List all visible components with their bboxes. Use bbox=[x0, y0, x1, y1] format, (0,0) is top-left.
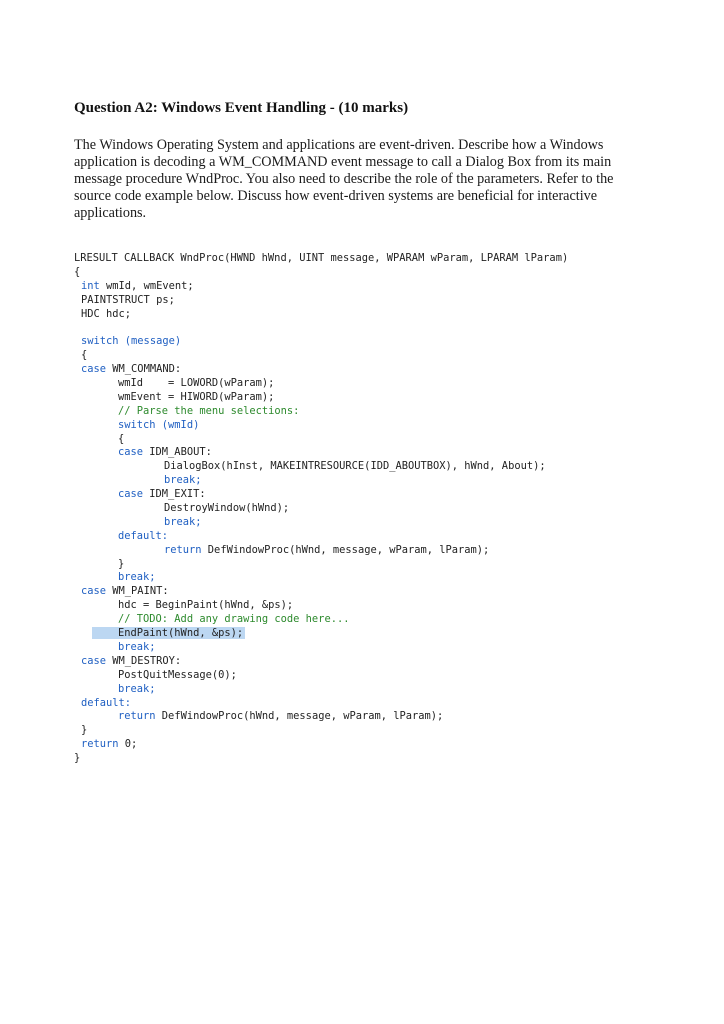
code-text bbox=[81, 280, 194, 292]
code-text: DialogBox(hInst, MAKEINTRESOURCE(IDD_ABOUTBOX), hWnd, About); bbox=[164, 460, 546, 473]
code-text bbox=[81, 738, 137, 750]
code-line bbox=[74, 641, 568, 655]
code-line bbox=[74, 405, 568, 419]
code-text: break; bbox=[118, 682, 156, 695]
code-line bbox=[74, 308, 568, 322]
code-line bbox=[74, 558, 568, 572]
code-text: { bbox=[118, 432, 125, 445]
question-body bbox=[74, 137, 654, 222]
code-keyword: return bbox=[118, 710, 156, 723]
code-text bbox=[118, 488, 206, 500]
code-line bbox=[74, 571, 568, 585]
code-line bbox=[74, 446, 568, 460]
code-line bbox=[74, 544, 568, 558]
question-body-line: applications. bbox=[74, 205, 147, 221]
code-text: break; bbox=[164, 515, 202, 528]
code-line bbox=[74, 669, 568, 683]
code-text: DestroyWindow(hWnd); bbox=[164, 502, 290, 515]
code-line bbox=[74, 697, 568, 711]
code-comment: // TODO: Add any drawing code here... bbox=[118, 613, 350, 626]
code-line bbox=[74, 474, 568, 488]
code-text: } bbox=[74, 752, 81, 765]
code-plain: WM_COMMAND: bbox=[106, 363, 182, 376]
code-keyword: return bbox=[81, 738, 119, 751]
code-text bbox=[81, 655, 181, 667]
code-text: switch (message) bbox=[81, 335, 182, 348]
code-text: break; bbox=[118, 571, 156, 584]
code-comment: // Parse the menu selections: bbox=[118, 404, 300, 417]
question-body-line: message procedure WndProc. You also need to describe the role of the parameters. Refer to the bbox=[74, 171, 614, 187]
code-keyword: case bbox=[81, 585, 107, 598]
code-text bbox=[81, 363, 181, 375]
code-text bbox=[118, 710, 443, 722]
question-body-line: source code example below. Discuss how event-driven systems are beneficial for interactive bbox=[74, 188, 598, 204]
code-text: hdc = BeginPaint(hWnd, &ps); bbox=[118, 599, 294, 612]
code-text: break; bbox=[118, 640, 156, 653]
code-plain: DefWindowProc(hWnd, message, wParam, lParam); bbox=[201, 543, 490, 556]
code-plain: IDM_ABOUT: bbox=[143, 446, 212, 459]
code-plain: wmId, wmEvent; bbox=[99, 279, 194, 292]
code-text: LRESULT CALLBACK WndProc(HWND hWnd, UINT message, WPARAM wParam, LPARAM lParam) bbox=[74, 252, 569, 264]
question-body-line: The Windows Operating System and applications are event-driven. Describe how a Windows bbox=[74, 137, 604, 153]
code-listing bbox=[74, 252, 568, 766]
code-line bbox=[74, 502, 568, 516]
code-keyword: case bbox=[81, 654, 107, 667]
code-line bbox=[74, 752, 568, 766]
code-keyword: return bbox=[164, 543, 202, 556]
code-highlighted-text: EndPaint(hWnd, &ps); bbox=[92, 627, 245, 639]
code-plain: WM_DESTROY: bbox=[106, 654, 182, 667]
code-line bbox=[74, 321, 568, 335]
code-line bbox=[74, 585, 568, 599]
code-line bbox=[74, 335, 568, 349]
code-plain: DefWindowProc(hWnd, message, wParam, lParam); bbox=[155, 710, 444, 723]
code-line bbox=[74, 252, 568, 266]
code-text: default: bbox=[81, 696, 132, 709]
code-text: } bbox=[81, 724, 88, 737]
code-text: { bbox=[81, 349, 88, 362]
code-line bbox=[74, 627, 568, 641]
code-line bbox=[74, 266, 568, 280]
code-keyword: case bbox=[118, 446, 144, 459]
code-text: wmEvent = HIWORD(wParam); bbox=[118, 390, 275, 403]
code-text: } bbox=[118, 557, 125, 570]
code-text: switch (wmId) bbox=[118, 418, 200, 431]
code-line bbox=[74, 294, 568, 308]
code-line bbox=[74, 599, 568, 613]
code-line bbox=[74, 655, 568, 669]
code-line bbox=[74, 683, 568, 697]
code-text: PAINTSTRUCT ps; bbox=[81, 293, 175, 306]
code-plain: IDM_EXIT: bbox=[143, 488, 206, 501]
code-line bbox=[74, 613, 568, 627]
question-body-line: application is decoding a WM_COMMAND event message to call a Dialog Box from its main bbox=[74, 154, 612, 170]
code-line bbox=[74, 460, 568, 474]
code-keyword: case bbox=[81, 363, 107, 376]
code-plain: 0; bbox=[118, 738, 138, 751]
code-line bbox=[74, 349, 568, 363]
code-text: wmId = LOWORD(wParam); bbox=[118, 377, 275, 390]
code-text bbox=[118, 446, 212, 458]
code-plain: WM_PAINT: bbox=[106, 585, 169, 598]
code-keyword: int bbox=[81, 279, 100, 292]
code-line bbox=[74, 530, 568, 544]
code-text: HDC hdc; bbox=[81, 307, 132, 320]
code-line bbox=[74, 738, 568, 752]
code-text bbox=[164, 544, 489, 556]
code-line bbox=[74, 724, 568, 738]
question-title: Question A2: Windows Event Handling - (10 marks) bbox=[74, 100, 409, 116]
code-line bbox=[74, 516, 568, 530]
code-line bbox=[74, 488, 568, 502]
code-line bbox=[74, 391, 568, 405]
code-line bbox=[74, 433, 568, 447]
code-text: PostQuitMessage(0); bbox=[118, 668, 237, 681]
code-text: break; bbox=[164, 474, 202, 487]
code-text: { bbox=[74, 265, 81, 278]
code-text: default: bbox=[118, 529, 169, 542]
code-text bbox=[81, 585, 169, 597]
code-line bbox=[74, 377, 568, 391]
code-line bbox=[74, 363, 568, 377]
code-line bbox=[74, 710, 568, 724]
code-line bbox=[74, 419, 568, 433]
code-keyword: case bbox=[118, 488, 144, 501]
code-line bbox=[74, 280, 568, 294]
